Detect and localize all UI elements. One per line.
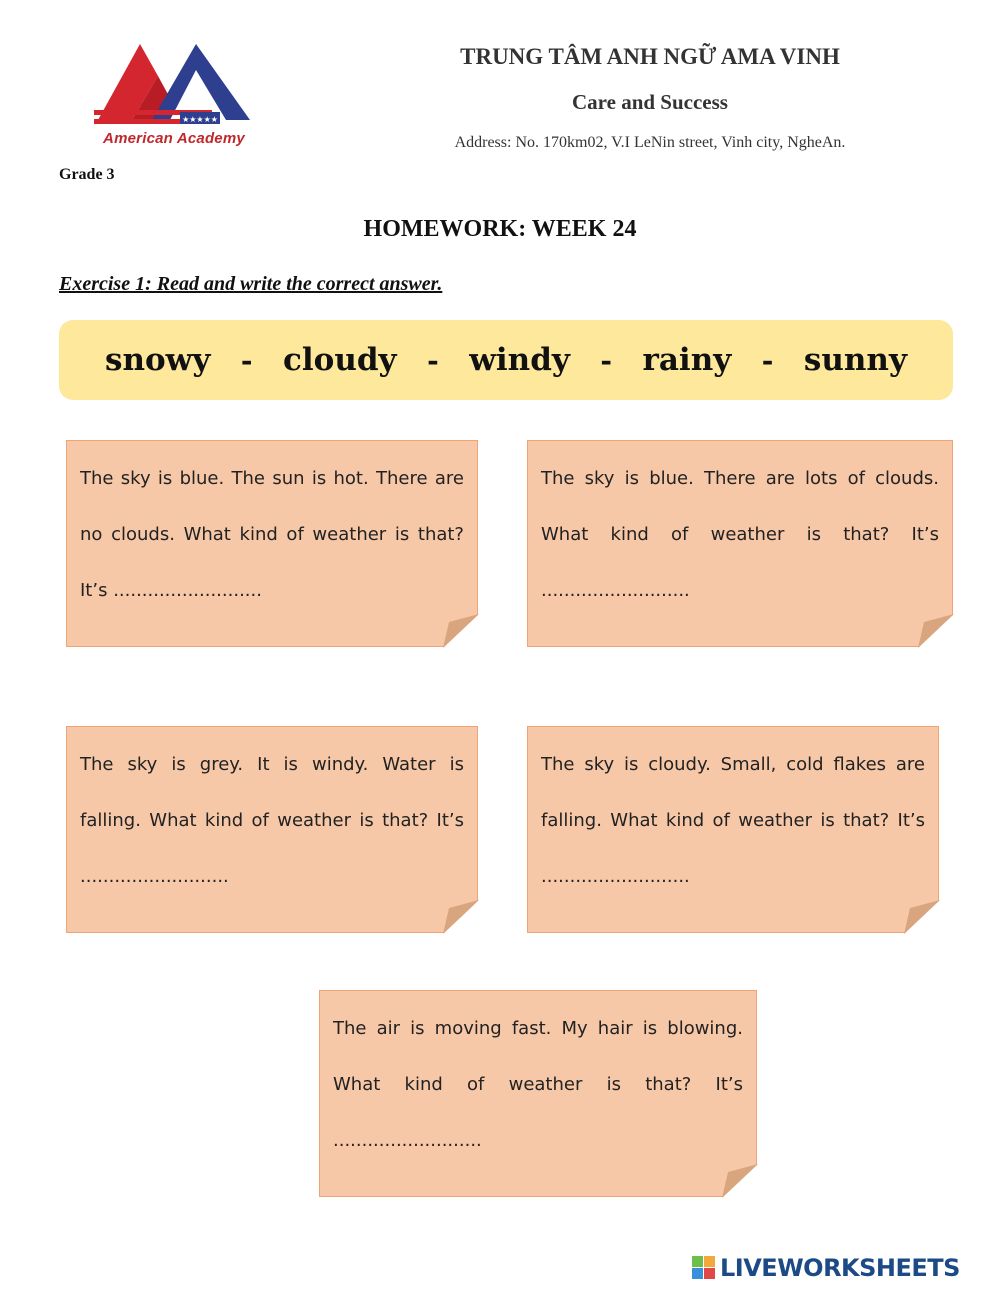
- question-text: The sky is blue. The sun is hot. There are no clouds. What kind of weather is that? It’s ..........................: [80, 468, 464, 601]
- slogan: Care and Success: [572, 90, 728, 114]
- word-bank: [59, 320, 953, 400]
- address: Address: No. 170km02, V.I LeNin street, Vinh city, NgheAn.: [454, 134, 846, 151]
- word-rainy: rainy: [642, 342, 732, 378]
- word-snowy: snowy: [105, 342, 211, 378]
- question-card-5: [319, 990, 757, 1197]
- question-card-4: [527, 726, 939, 933]
- question-text: The sky is blue. There are lots of clouds. What kind of weather is that? It’s ..........................: [541, 468, 939, 601]
- question-card-1: [66, 440, 478, 647]
- brand-name: LIVEWORKSHEETS: [720, 1254, 960, 1282]
- page-curl-icon: [443, 614, 479, 648]
- liveworksheets-logo-icon: [692, 1256, 716, 1280]
- svg-text:★★★★★: ★★★★★: [182, 115, 218, 124]
- question-card-2: [527, 440, 953, 647]
- page-curl-icon: [722, 1164, 758, 1198]
- word-sunny: sunny: [803, 342, 907, 378]
- word-separator: -: [427, 343, 439, 377]
- question-text: The air is moving fast. My hair is blowing. What kind of weather is that? It’s ..........................: [333, 1018, 743, 1151]
- page-curl-icon: [443, 900, 479, 934]
- question-text: The sky is cloudy. Small, cold flakes are falling. What kind of weather is that? It’s ..........................: [541, 754, 925, 887]
- question-text: The sky is grey. It is windy. Water is falling. What kind of weather is that? It’s ..........................: [80, 754, 464, 887]
- exercise-title: Exercise 1: Read and write the correct answer.: [59, 273, 443, 295]
- word-windy: windy: [469, 342, 570, 378]
- page-curl-icon: [918, 614, 954, 648]
- word-separator: -: [761, 343, 774, 377]
- center-name: TRUNG TÂM ANH NGỮ AMA VINH: [460, 44, 840, 69]
- word-separator: -: [240, 343, 253, 377]
- question-card-3: [66, 726, 478, 933]
- word-cloudy: cloudy: [283, 342, 397, 378]
- homework-title: HOMEWORK: WEEK 24: [363, 216, 637, 242]
- liveworksheets-brand[interactable]: [692, 1252, 992, 1284]
- grade-label: Grade 3: [59, 166, 115, 183]
- word-separator: -: [600, 343, 613, 377]
- page-curl-icon: [904, 900, 940, 934]
- logo-text: American Academy: [103, 130, 245, 147]
